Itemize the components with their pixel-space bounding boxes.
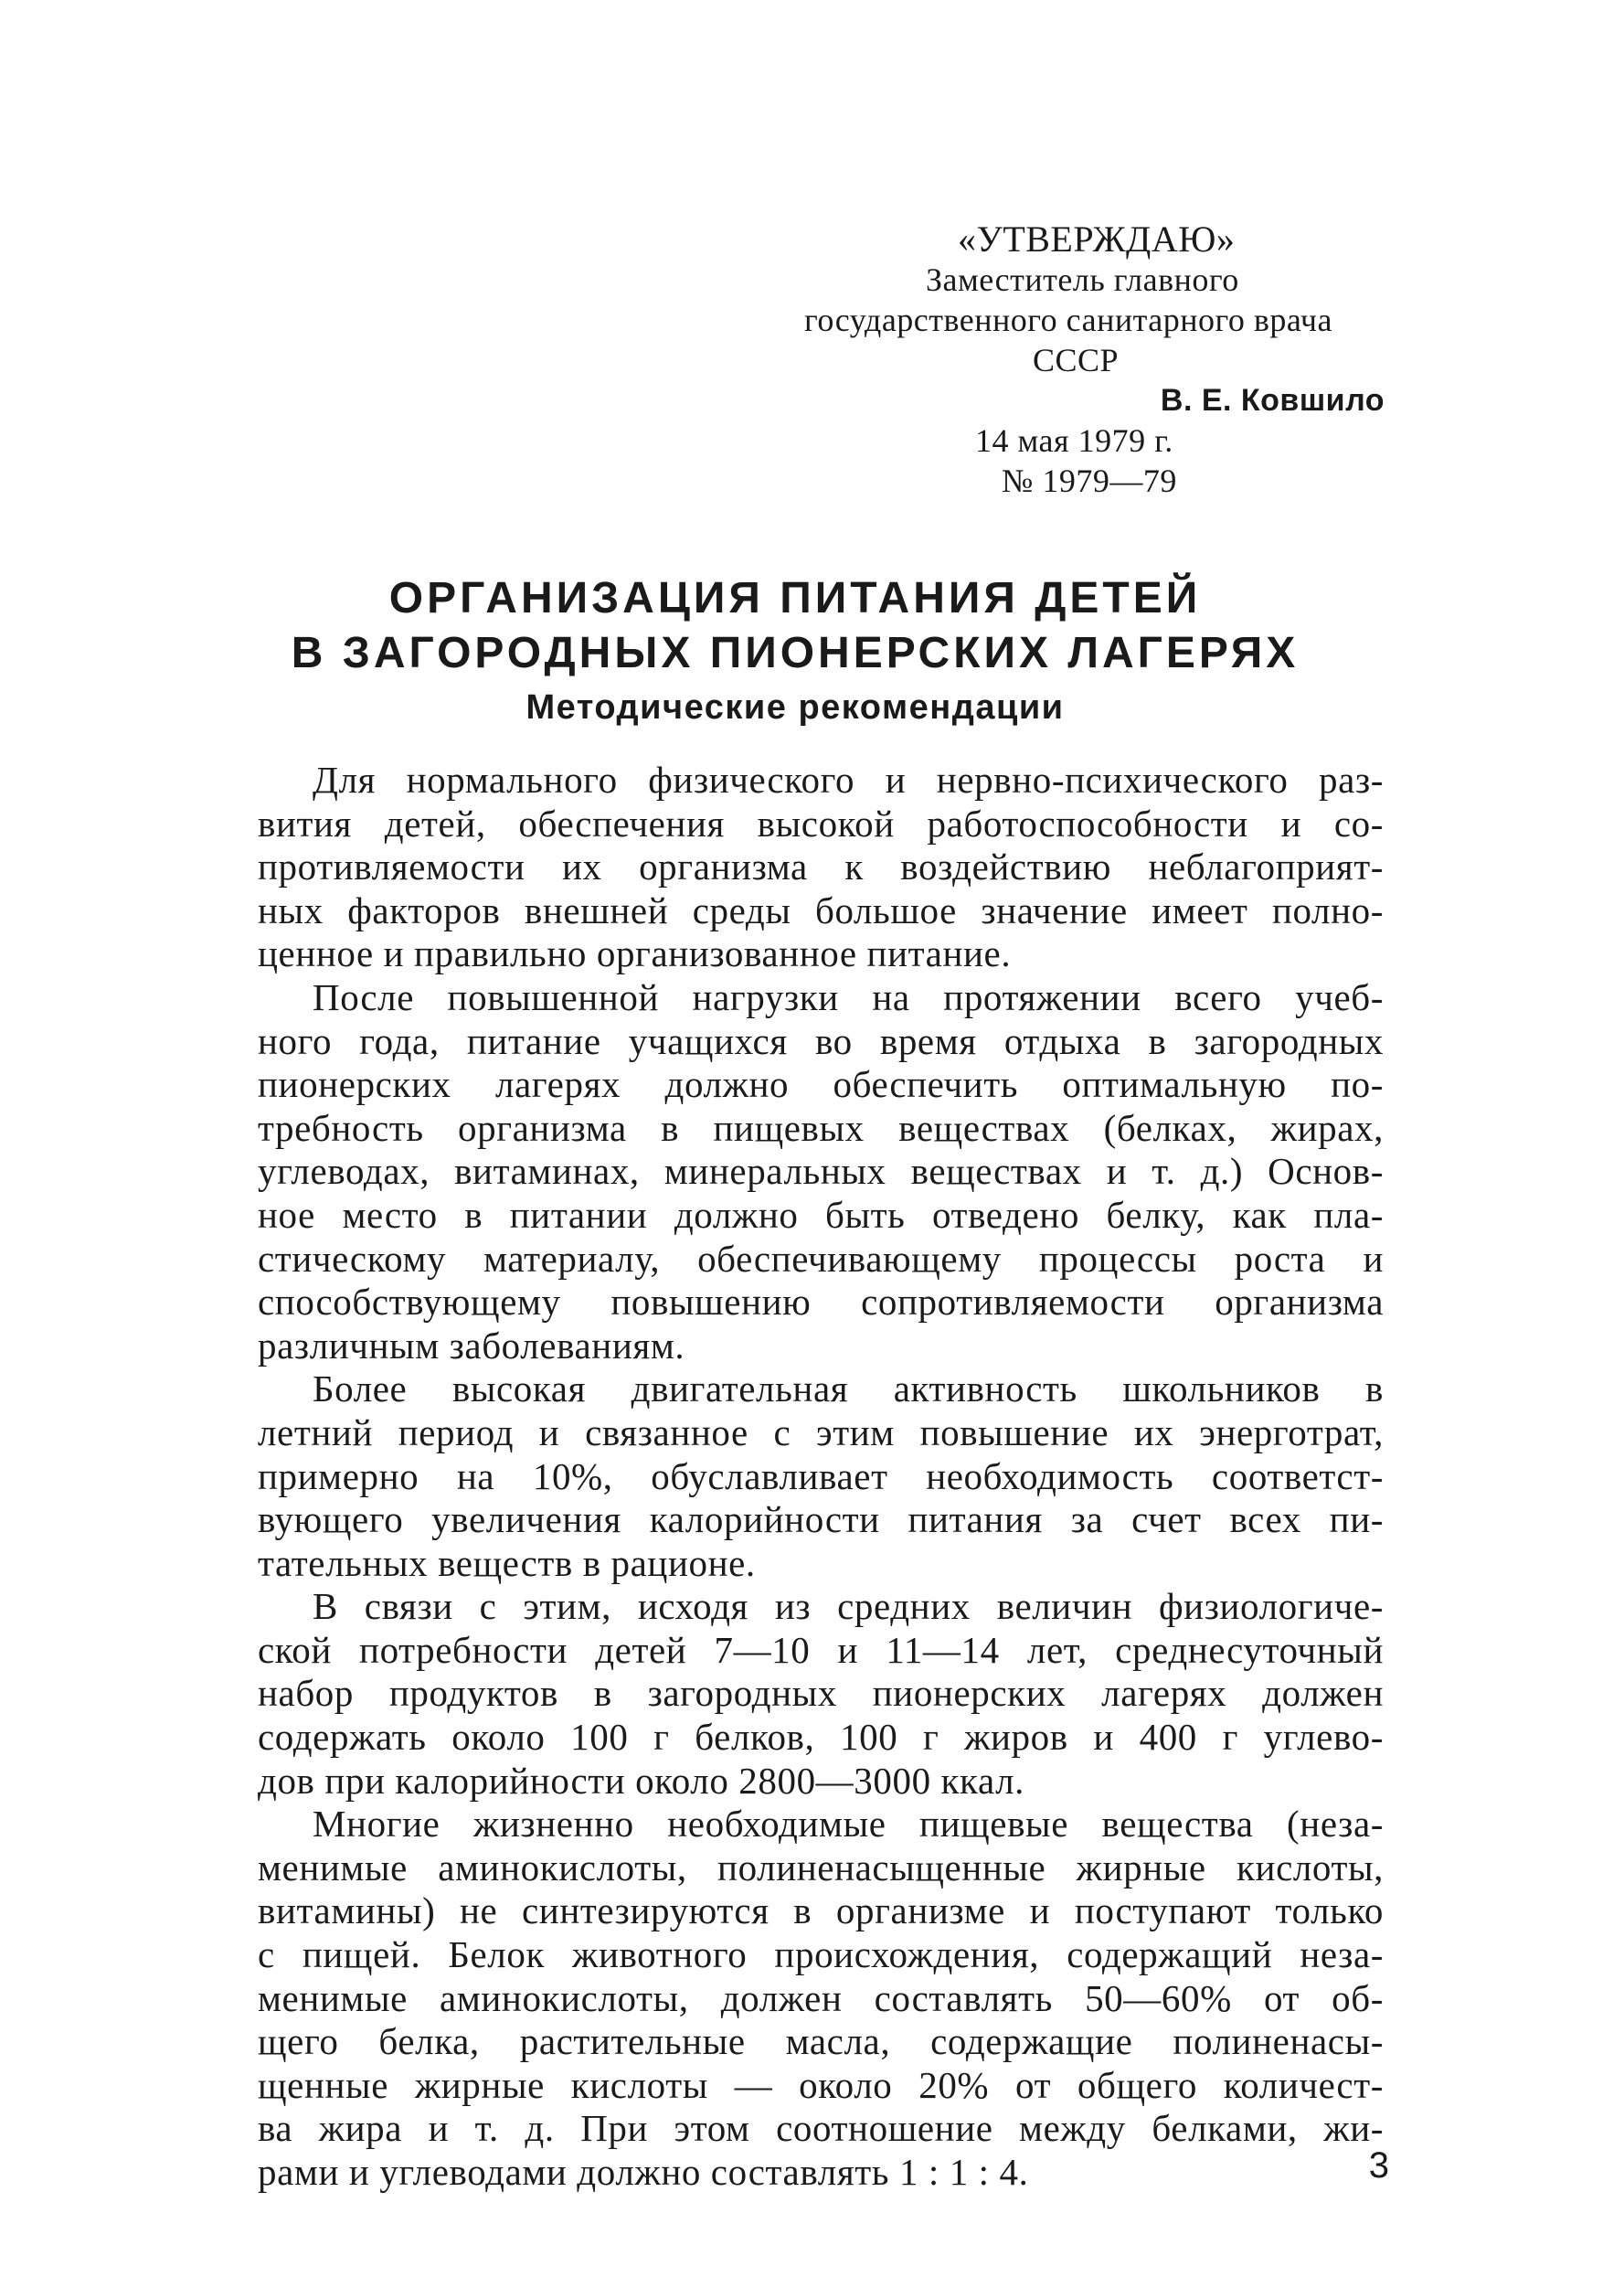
paragraph-line: щего белка, растительные масла, содержащие полиненасы- — [258, 2020, 1384, 2063]
paragraph-line: Многие жизненно необходимые пищевые вещества (неза- — [313, 1803, 1384, 1846]
paragraph-line: набор продуктов в загородных пионерских лагерях должен — [258, 1672, 1384, 1715]
approval-number: № 1979—79 — [1002, 463, 1177, 499]
paragraph-line: углеводах, витаминах, минеральных веществах и т. д.) Основ- — [258, 1150, 1384, 1193]
paragraph-line: Более высокая двигательная активность школьников в — [313, 1367, 1384, 1410]
paragraph-line: ской потребности детей 7—10 и 11—14 лет, среднесуточный — [258, 1628, 1384, 1671]
paragraph-line: тательных веществ в рационе. — [258, 1541, 756, 1584]
paragraph-line: менимые аминокислоты, должен составлять 50—60% от об- — [258, 1976, 1384, 2019]
approval-block — [804, 219, 1407, 501]
paragraph-line: способствующему повышению сопротивляемости организма — [258, 1281, 1384, 1324]
paragraph-line: вития детей, обеспечения высокой работоспособности и со- — [258, 802, 1384, 845]
paragraph-line: ценное и правильно организованное питание. — [258, 932, 1012, 975]
paragraph-line: рами и углеводами должно составлять 1 : 1 : 4. — [258, 2151, 1029, 2193]
paragraph-line: стическому материалу, обеспечивающему процессы роста и — [258, 1237, 1384, 1280]
paragraph-line: ное место в питании должно быть отведено белку, как пла- — [258, 1193, 1384, 1236]
paragraph-line: требность организма в пищевых веществах (белках, жирах, — [258, 1106, 1384, 1149]
approval-position-line: государственного санитарного врача — [804, 302, 1333, 338]
title-line: В ЗАГОРОДНЫХ ПИОНЕРСКИХ ЛАГЕРЯХ — [291, 629, 1300, 677]
page-number: 3 — [1368, 2145, 1389, 2186]
paragraph-line: вующего увеличения калорийности питания за счет всех пи- — [258, 1498, 1384, 1541]
document-subtitle: Методические рекомендации — [525, 688, 1065, 727]
paragraph-line: противляемости их организма к воздействию неблагоприят- — [258, 846, 1384, 888]
paragraph-line: пионерских лагерях должно обеспечить оптимальную по- — [258, 1063, 1384, 1106]
paragraph-line: дов при калорийности около 2800—3000 ккал. — [258, 1759, 1025, 1802]
approval-heading: «УТВЕРЖДАЮ» — [958, 218, 1236, 260]
paragraph-line: Для нормального физического и нервно-психического раз- — [313, 759, 1384, 801]
paragraph-line: менимые аминокислоты, полиненасыщенные жирные кислоты, — [258, 1846, 1384, 1889]
paragraph-line: ва жира и т. д. При этом соотношение между белками, жи- — [258, 2107, 1384, 2150]
document-title — [155, 571, 1435, 681]
body-text — [258, 759, 1384, 2195]
paragraph-line: ных факторов внешней среды большое значение имеет полно- — [258, 888, 1384, 931]
approval-position-line: СССР — [1033, 342, 1120, 378]
paragraph-line: щенные жирные кислоты — около 20% от общего количест- — [258, 2063, 1384, 2106]
paragraph-line: ного года, питание учащихся во время отдыха в загородных — [258, 1019, 1384, 1062]
title-line: ОРГАНИЗАЦИЯ ПИТАНИЯ ДЕТЕЙ — [388, 574, 1202, 622]
approval-signatory: В. Е. Ковшило — [1160, 383, 1385, 418]
paragraph-line: В связи с этим, исходя из средних величин физиологиче- — [313, 1585, 1384, 1628]
approval-position-line: Заместитель главного — [926, 261, 1239, 298]
approval-date: 14 мая 1979 г. — [975, 422, 1173, 459]
paragraph-line: летний период и связанное с этим повышение их энерготрат, — [258, 1410, 1384, 1453]
paragraph-line: После повышенной нагрузки на протяжении всего учеб- — [313, 975, 1384, 1018]
paragraph-line: содержать около 100 г белков, 100 г жиров и 400 г углево- — [258, 1716, 1384, 1759]
paragraph-line: с пищей. Белок животного происхождения, содержащий неза- — [258, 1933, 1384, 1976]
paragraph-line: различным заболеваниям. — [258, 1324, 685, 1367]
paragraph-line: примерно на 10%, обуславливает необходимость соответст- — [258, 1454, 1384, 1497]
paragraph-line: витамины) не синтезируются в организме и поступают только — [258, 1889, 1384, 1932]
